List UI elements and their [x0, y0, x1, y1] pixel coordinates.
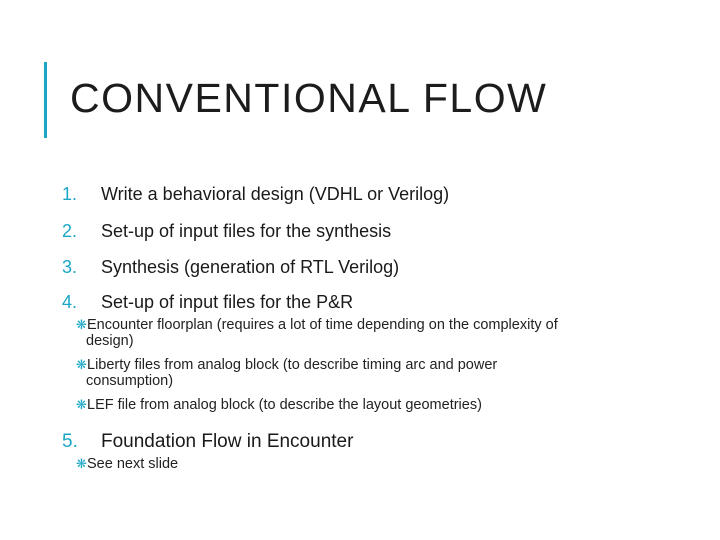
sub-bullet-line: See next slide: [87, 456, 179, 472]
asterisk-bullet-icon: ❋: [76, 357, 87, 372]
list-item-3: [62, 257, 399, 278]
sub-bullet-liberty-files: [76, 357, 626, 389]
sub-bullet-lef-file: [76, 397, 626, 413]
item-text: Write a behavioral design (VDHL or Verilog): [101, 184, 450, 204]
list-item-1: [62, 184, 449, 205]
item-text: Set-up of input files for the P&R: [101, 292, 354, 312]
list-item-5: [62, 431, 353, 453]
list-item-4: [62, 292, 353, 313]
title-accent-bar: [44, 62, 47, 138]
slide-title: CONVENTIONAL FLOW: [70, 75, 548, 121]
item-number: 5.: [62, 431, 78, 452]
sub-bullet-encounter-floorplan: [76, 317, 626, 349]
item-text: Set-up of input files for the synthesis: [101, 221, 392, 241]
sub-bullet-line: LEF file from analog block (to describe the layout geometries): [87, 397, 482, 413]
sub-bullet-line: Encounter floorplan (requires a lot of time depending on the complexity of: [87, 317, 558, 333]
item-number: 2.: [62, 221, 78, 241]
item-number: 3.: [62, 257, 78, 277]
asterisk-bullet-icon: ❋: [76, 397, 87, 412]
item-text: Foundation Flow in Encounter: [101, 431, 354, 452]
sub-bullet-line: Liberty files from analog block (to describe timing arc and power: [87, 357, 498, 373]
list-item-2: [62, 221, 391, 242]
asterisk-bullet-icon: ❋: [76, 317, 87, 332]
sub-bullet-see-next-slide: [76, 456, 626, 472]
sub-bullet-line: consumption): [86, 373, 174, 389]
item-number: 4.: [62, 292, 78, 312]
item-number: 1.: [62, 184, 78, 204]
item-text: Synthesis (generation of RTL Verilog): [101, 257, 400, 277]
asterisk-bullet-icon: ❋: [76, 456, 87, 471]
sub-bullet-line: design): [86, 333, 134, 349]
